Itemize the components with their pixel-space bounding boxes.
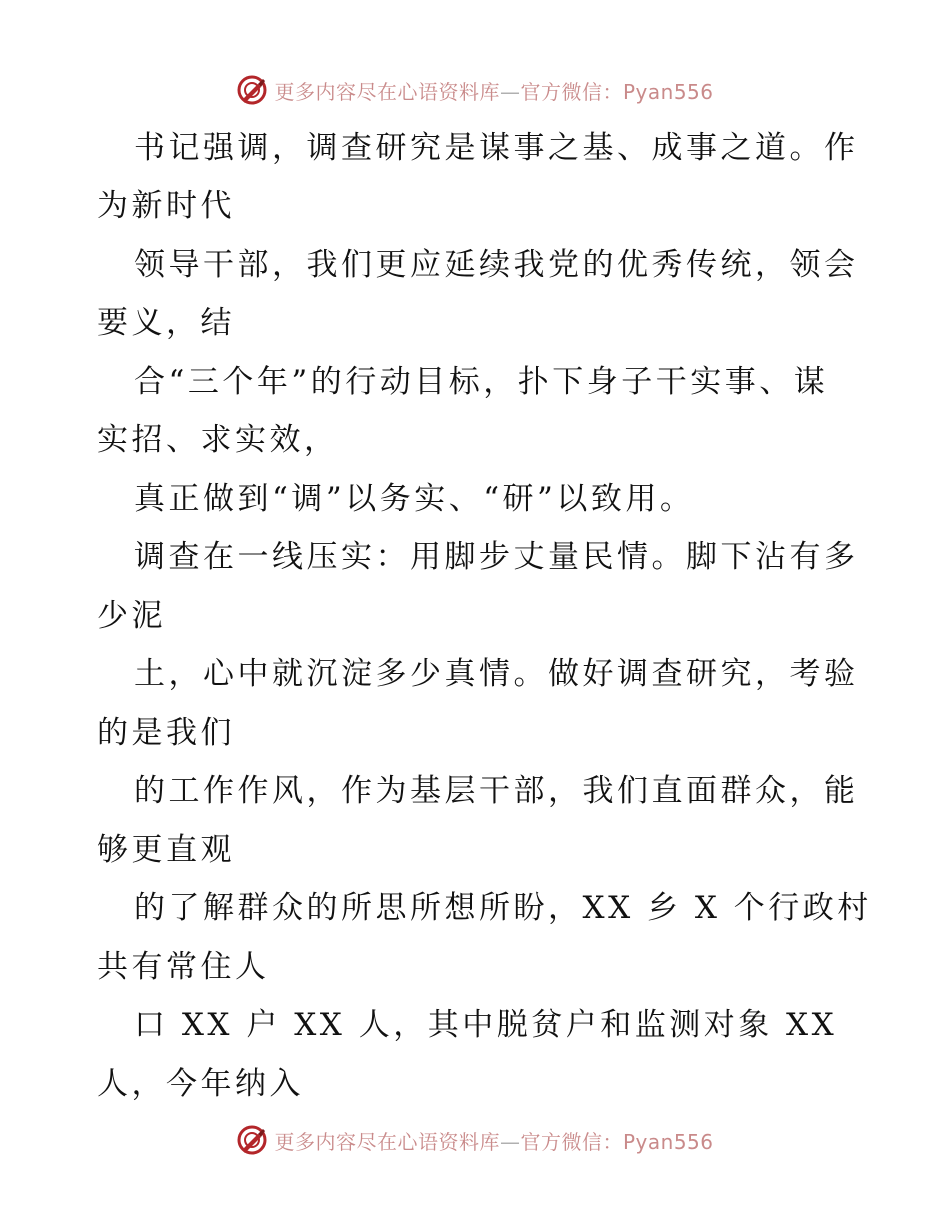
body-line: 人，今年纳入 (97, 1066, 304, 1102)
body-line: 书记强调，调查研究是谋事之基、成事之道。作 (134, 130, 859, 166)
watermark-brand: 更多内容尽在心语资料库 (274, 1129, 500, 1154)
body-line: 为新时代 (97, 188, 235, 224)
body-line: 的工作作风，作为基层干部，我们直面群众，能 (134, 773, 859, 809)
watermark-brand: 更多内容尽在心语资料库 (274, 79, 500, 104)
watermark-official: 官方微信： (520, 1129, 623, 1154)
watermark-account: Pyan556 (622, 79, 714, 104)
body-line: 领导干部，我们更应延续我党的优秀传统，领会 (134, 247, 859, 283)
pen-seal-icon (236, 1124, 268, 1156)
watermark-official: 官方微信： (520, 79, 623, 104)
body-line: 实招、求实效， (97, 422, 339, 458)
body-line: 合“三个年”的行动目标，扑下身子干实事、谋 (134, 364, 829, 400)
body-line: 的是我们 (97, 715, 235, 751)
watermark-separator: — (499, 1129, 521, 1154)
body-line: 调查在一线压实：用脚步丈量民情。脚下沾有多 (134, 539, 859, 575)
body-line: 口 XX 户 XX 人，其中脱贫户和监测对象 XX (134, 1007, 838, 1043)
body-line: 的了解群众的所思所想所盼，XX 乡 X 个行政村 (134, 890, 872, 926)
header-watermark (0, 70, 950, 110)
footer-watermark (0, 1120, 950, 1160)
body-line: 共有常住人 (97, 949, 270, 985)
body-line: 土，心中就沉淀多少真情。做好调查研究，考验 (134, 656, 859, 692)
body-line: 少泥 (97, 598, 166, 634)
watermark-separator: — (499, 79, 521, 104)
body-line: 要义，结 (97, 305, 235, 341)
watermark-account: Pyan556 (622, 1129, 714, 1154)
pen-seal-icon (236, 74, 268, 106)
body-line: 真正做到“调”以务实、“研”以致用。 (134, 481, 695, 517)
body-line: 够更直观 (97, 832, 235, 868)
